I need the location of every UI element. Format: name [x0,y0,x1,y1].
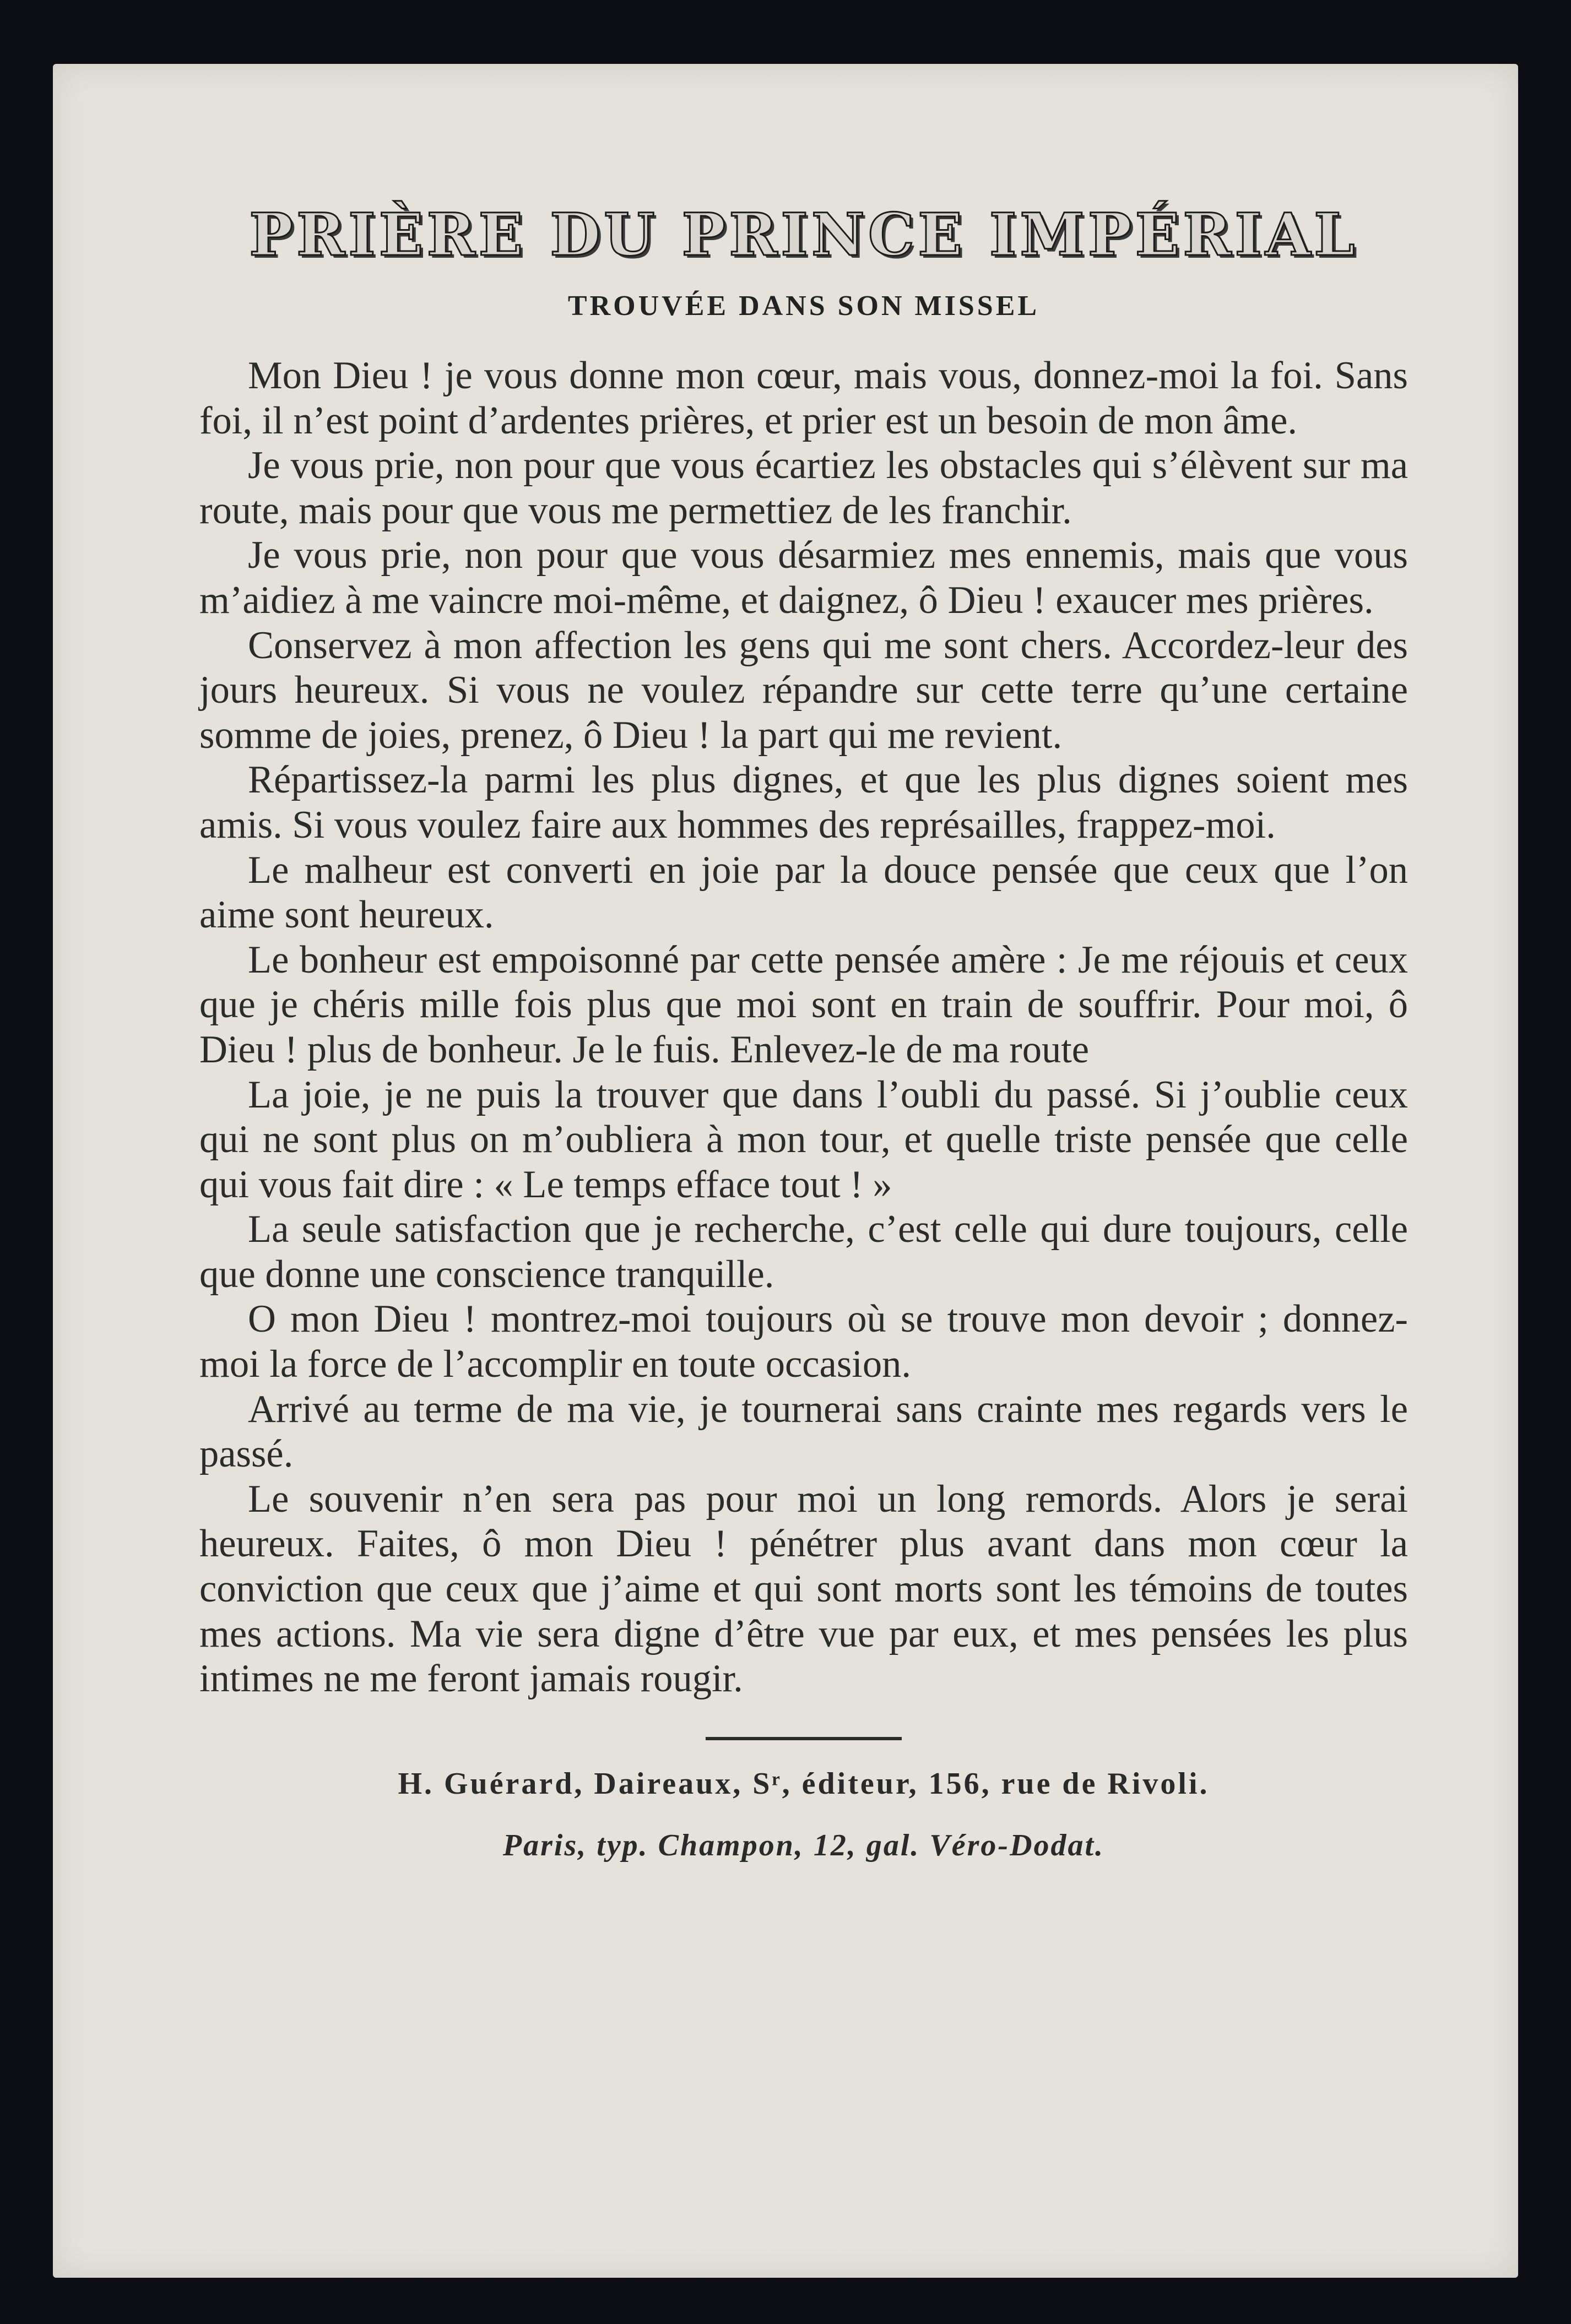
prayer-paragraph: Je vous prie, non pour que vous écartiez les obstacles qui s’élèvent sur ma route, mais pour que vous me permettiez de les franchir. [199,444,1408,532]
divider-rule [706,1737,902,1740]
prayer-paragraph: Le bonheur est empoisonné par cette pensée amère : Je me réjouis et ceux que je chéris mille fois plus que moi sont en train de souffrir. Pour moi, ô Dieu ! plus de bonheur. Je le fuis. Enlevez-le de ma route [199,938,1408,1071]
prayer-paragraph: Arrivé au terme de ma vie, je tournerai sans crainte mes regards vers le passé. [199,1387,1408,1476]
prayer-paragraph: Je vous prie, non pour que vous désarmiez mes ennemis, mais que vous m’aidiez à me vaincre moi-même, et daignez, ô Dieu ! exaucer mes prières. [199,534,1408,622]
prayer-paragraph: La joie, je ne puis la trouver que dans l’oubli du passé. Si j’oublie ceux qui ne sont plus on m’oubliera à mon tour, et quelle triste pensée que celle qui vous fait dire : « Le temps efface tout ! » [199,1073,1408,1206]
prayer-paragraph: Mon Dieu ! je vous donne mon cœur, mais vous, donnez-moi la foi. Sans foi, il n’est point d’ardentes prières, et prier est un besoin de mon âme. [199,354,1408,442]
prayer-title: PRIÈRE DU PRINCE IMPÉRIAL [249,200,1358,269]
prayer-card [53,64,1518,2278]
prayer-paragraph: Le malheur est converti en joie par la douce pensée que ceux que l’on aime sont heureux. [199,848,1408,937]
prayer-paragraph: O mon Dieu ! montrez-moi toujours où se trouve mon devoir ; donnez-moi la force de l’accomplir en toute occasion. [199,1297,1408,1386]
prayer-paragraph: Répartissez-la parmi les plus dignes, et que les plus dignes soient mes amis. Si vous voulez faire aux hommes des représailles, frappez-moi. [199,758,1408,846]
prayer-subtitle: TROUVÉE DANS SON MISSEL [567,290,1040,322]
printer-line: Paris, typ. Champon, 12, gal. Véro-Dodat. [502,1828,1105,1863]
publisher-line: H. Guérard, Daireaux, Sʳ, éditeur, 156, rue de Rivoli. [398,1766,1210,1801]
prayer-paragraph: La seule satisfaction que je recherche, c’est celle qui dure toujours, celle que donne une conscience tranquille. [199,1208,1408,1296]
prayer-paragraph: Conservez à mon affection les gens qui me sont chers. Accordez-leur des jours heureux. Si vous ne voulez répandre sur cette terre qu’une certaine somme de joies, prenez, ô Dieu ! la part qui me revient. [199,623,1408,757]
prayer-paragraph: Le souvenir n’en sera pas pour moi un long remords. Alors je serai heureux. Faites, ô mon Dieu ! pénétrer plus avant dans mon cœur la conviction que ceux que j’aime et qui sont morts sont les témoins de toutes mes actions. Ma vie sera digne d’être vue par eux, et mes pensées les plus intimes ne me feront jamais rougir. [199,1477,1408,1701]
prayer-body [199,354,1408,1702]
